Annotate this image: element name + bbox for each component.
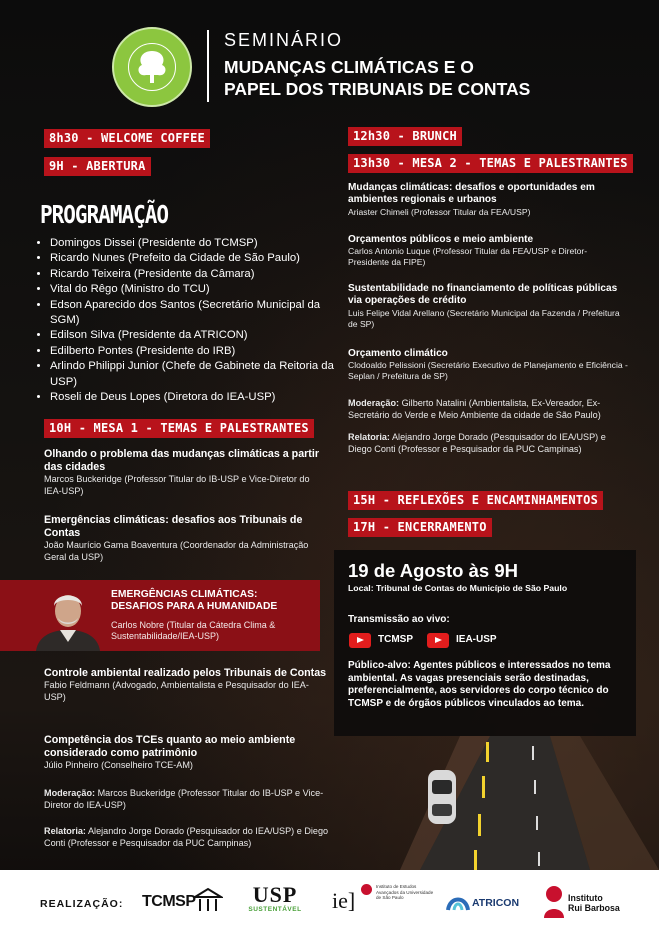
keynote-title: EMERGÊNCIAS CLIMÁTICAS: DESAFIOS PARA A HUMANIDADE [111,589,278,613]
talk-block [44,734,329,772]
talk-speaker: Clodoaldo Pelissioni (Secretário Executivo de Planejamento e Eficiência - Seplan / Prefeitura de SP) [348,360,628,382]
talk-title: Orçamentos públicos e meio ambiente [348,234,534,245]
seminar-label: SEMINÁRIO [224,30,344,50]
talk-speaker: Fabio Feldmann (Advogado, Ambientalista e Pesquisador do IEA-USP) [44,680,309,702]
list-item: • Vital do Rêgo (Ministro do TCU) [50,282,340,297]
list-item: • Edson Aparecido dos Santos (Secretário Municipal da SGM) [50,298,340,329]
channel-tcmsp-link[interactable]: TCMSP [378,634,413,645]
list-item: • Edilson Silva (Presidente da ATRICON) [50,328,340,343]
moderation-text: Marcos Buckeridge (Professor Titular do IB-USP e Vice-Diretor do IEA-USP) [44,788,324,810]
page-title [224,56,604,100]
talk-title: Mudanças climáticas: desafios e oportunidades em ambientes regionais e urbanos [348,182,595,206]
talk-title: Competência dos TCEs quanto ao meio ambiente considerado como patrimônio [44,734,296,759]
talk-block [44,514,329,563]
tag-mesa-1: 10H - MESA 1 - TEMAS E PALESTRANTES [44,419,314,438]
sp-pelo-clima-logo [112,27,192,107]
talk-title: Olhando o problema das mudanças climáticas a partir das cidades [44,448,319,473]
target-audience: Público-alvo: Agentes públicos e interessados no tema ambiental. As vagas presenciais serão destinadas, preferencialmente, aos servidores do corpo técnico do TCMSP e de órgãos públicos vinculados ao tema. [348,660,611,709]
venue-label: Local: [348,583,374,593]
header-divider [207,30,209,102]
talk-speaker: Ariaster Chimeli (Professor Titular da FEA/USP) [348,206,531,217]
list-item: • Roseli de Deus Lopes (Diretora do IEA-USP) [50,390,340,405]
iea-name: Instituto de Estudos Avançados da Universidade de São Paulo [376,884,434,901]
title-line-2: PAPEL DOS TRIBUNAIS DE CONTAS [224,79,531,99]
talk-speaker: Júlio Pinheiro (Conselheiro TCE-AM) [44,760,193,770]
talk-title: Emergências climáticas: desafios aos Tribunais de Contas [44,514,303,539]
programacao-heading: PROGRAMAÇÃO [40,200,169,229]
footer-sponsors [0,870,659,936]
tag-encerramento: 17H - ENCERRAMENTO [348,518,492,537]
irb-line-1: Instituto [568,893,603,903]
list-item: • Arlindo Philippi Junior (Chefe de Gabinete da Reitoria da USP) [50,359,340,390]
usp-wordmark: USP [252,882,298,907]
talk-block [348,182,628,218]
talk-speaker: Carlos Antonio Luque (Professor Titular da FEA/USP e Diretor-Presidente da FIPE) [348,246,588,268]
talk-speaker: Marcos Buckeridge (Professor Titular do IB-USP e Vice-Diretor do IEA-USP) [44,474,310,496]
keynote-speaker: Carlos Nobre (Titular da Cátedra Clima & Sustentabilidade/IEA-USP) [111,620,276,642]
title-line-1: MUDANÇAS CLIMÁTICAS E O [224,57,474,77]
usp-sustentavel-logo [244,882,306,913]
rapporteur-note [44,826,329,849]
atricon-icon [446,890,470,912]
channel-iea-usp-link[interactable]: IEA-USP [456,634,497,645]
moderation-text: Gilberto Natalini (Ambientalista, Ex-Vereador, Ex-Secretário do Verde e Meio Ambiente da cidade de São Paulo) [348,398,601,420]
talk-block [348,348,628,382]
road-illustration [400,736,659,870]
tag-mesa-2: 13h30 - MESA 2 - TEMAS E PALESTRANTES [348,154,633,173]
talk-block [44,448,329,497]
tag-reflexoes: 15H - REFLEXÕES E ENCAMINHAMENTOS [348,491,603,510]
moderation-label: Moderação: [348,398,400,408]
list-item: • Domingos Dissei (Presidente do TCMSP) [50,236,340,251]
event-date: 19 de Agosto às 9H [348,560,518,581]
livestream-heading: Transmissão ao vivo: [348,614,450,625]
speaker-photo [30,586,106,651]
youtube-icon[interactable] [427,633,449,648]
moderation-label: Moderação: [44,788,96,798]
list-item: • Ricardo Nunes (Prefeito da Cidade de São Paulo) [50,251,340,266]
rapporteur-text: Alejandro Jorge Dorado (Pesquisador do IEA/USP) e Diego Conti (Professor e Pesquisador da PUC Campinas) [348,432,606,454]
youtube-icon[interactable] [349,633,371,648]
tag-abertura: 9H - ABERTURA [44,157,151,176]
iea-red-seal-icon [361,884,372,895]
list-item: • Ricardo Teixeira (Presidente da Câmara) [50,267,340,282]
rapporteur-label: Relatoria: [44,826,86,836]
list-item: • Edilberto Pontes (Presidente do IRB) [50,344,340,359]
atricon-logo: ATRICON [472,897,520,909]
irb-line-2: Rui Barbosa [568,903,620,913]
irb-portrait-icon [542,884,566,918]
rapporteur-label: Relatoria: [348,432,390,442]
talk-block [44,667,329,703]
talk-speaker: João Maurício Gama Boaventura (Coordenador da Administração Geral da USP) [44,540,309,562]
rapporteur-text: Alejandro Jorge Dorado (Pesquisador do IEA/USP) e Diego Conti (Professor e Pesquisador da PUC Campinas) [44,826,329,848]
talk-block [348,234,628,268]
tcmsp-building-icon [193,887,223,913]
tree-icon [134,47,170,87]
talk-title: Controle ambiental realizado pelos Tribunais de Contas [44,667,327,679]
tag-brunch: 12h30 - BRUNCH [348,127,462,146]
moderation-note [44,788,329,811]
talk-speaker: Luis Felipe Vidal Arellano (Secretário Municipal da Fazenda / Prefeitura de SP) [348,307,620,329]
event-venue [348,583,567,593]
opening-speaker-list [34,236,340,405]
tcmsp-logo: TCMSP [142,893,196,910]
moderation-note [348,398,628,421]
rapporteur-note [348,432,628,455]
usp-subtitle: SUSTENTÁVEL [248,906,302,913]
venue-text: Tribunal de Contas do Município de São Paulo [373,583,568,593]
tag-welcome-coffee: 8h30 - WELCOME COFFEE [44,129,210,148]
realizacao-label: REALIZAÇÃO: [40,898,124,910]
talk-title: Orçamento climático [348,348,448,359]
talk-title: Sustentabilidade no financiamento de políticas públicas via operações de crédito [348,283,618,307]
talk-block [348,283,628,330]
iea-logo-mark: ie] [332,888,356,913]
irb-logo [568,893,620,913]
